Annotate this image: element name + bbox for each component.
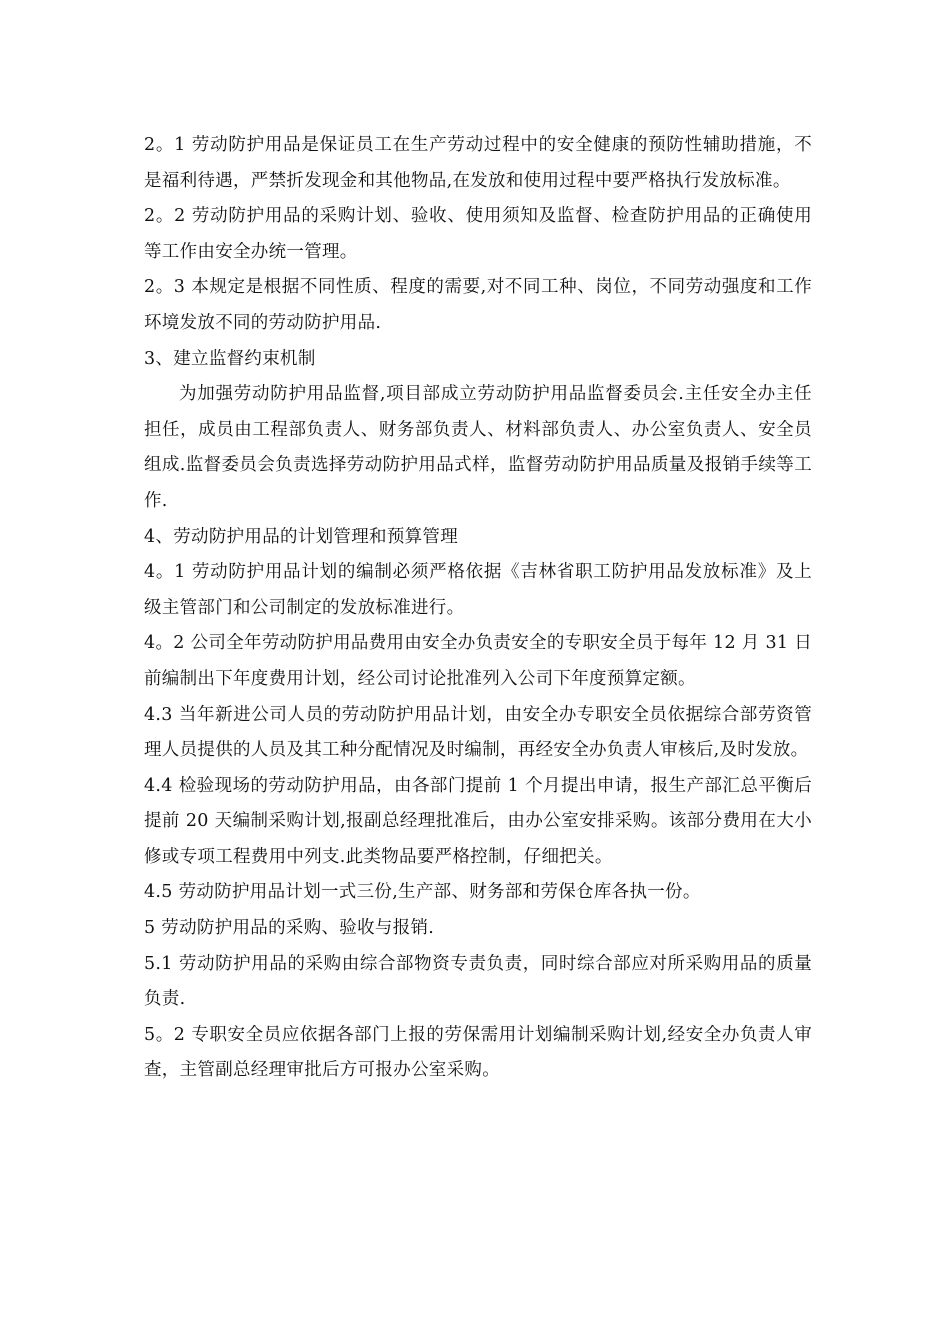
paragraph-4-3: 4.3 当年新进公司人员的劳动防护用品计划，由安全办专职安全员依据综合部劳资管理人员提供的人员及其工种分配情况及时编制，再经安全办负责人审核后,及时发放。 [144, 704, 812, 761]
section-heading-5: 5 劳动防护用品的采购、验收与报销. [144, 918, 435, 939]
paragraph-4-2: 4。2 公司全年劳动防护用品费用由安全办负责安全的专职安全员于每年 12 月 31 日前编制出下年度费用计划，经公司讨论批准列入公司下年度预算定额。 [144, 633, 812, 689]
section-heading-4: 4、劳动防护用品的计划管理和预算管理 [144, 526, 459, 547]
paragraph-2-1: 2。1 劳动防护用品是保证员工在生产劳动过程中的安全健康的预防性辅助措施，不是福利待遇，严禁折发现金和其他物品,在发放和使用过程中要严格执行发放标准。 [144, 135, 812, 191]
paragraph-4-5: 4.5 劳动防护用品计划一式三份,生产部、财务部和劳保仓库各执一份。 [144, 882, 701, 903]
paragraph-5-2: 5。2 专职安全员应依据各部门上报的劳保需用计划编制采购计划,经安全办负责人审查，主管副总经理审批后方可报办公室采购。 [144, 1024, 812, 1081]
paragraph-4-4: 4.4 检验现场的劳动防护用品，由各部门提前 1 个月提出申请，报生产部汇总平衡后提前 20 天编制采购计划,报副总经理批准后，由办公室安排采购。该部分费用在大小修或专项工程费用中列支.此类物品要严格控制，仔细把关。 [144, 775, 812, 867]
paragraph-2-3: 2。3 本规定是根据不同性质、程度的需要,对不同工种、岗位，不同劳动强度和工作环境发放不同的劳动防护用品. [144, 277, 812, 333]
paragraph-2-2: 2。2 劳动防护用品的采购计划、验收、使用须知及监督、检查防护用品的正确使用等工作由安全办统一管理。 [144, 206, 812, 262]
paragraph-5-1: 5.1 劳动防护用品的采购由综合部物资专责负责，同时综合部应对所采购用品的质量负责. [144, 953, 812, 1010]
paragraph-4-1: 4。1 劳动防护用品计划的编制必须严格依据《吉林省职工防护用品发放标准》及上级主管部门和公司制定的发放标准进行。 [144, 562, 812, 618]
section-heading-3: 3、建立监督约束机制 [144, 348, 316, 369]
paragraph-3-body: 为加强劳动防护用品监督,项目部成立劳动防护用品监督委员会.主任安全办主任担任，成员由工程部负责人、财务部负责人、材料部负责人、办公室负责人、安全员组成.监督委员会负责选择劳动防护用品式样，监督劳动防护用品质量及报销手续等工作. [144, 384, 812, 511]
document-body [144, 128, 812, 1089]
